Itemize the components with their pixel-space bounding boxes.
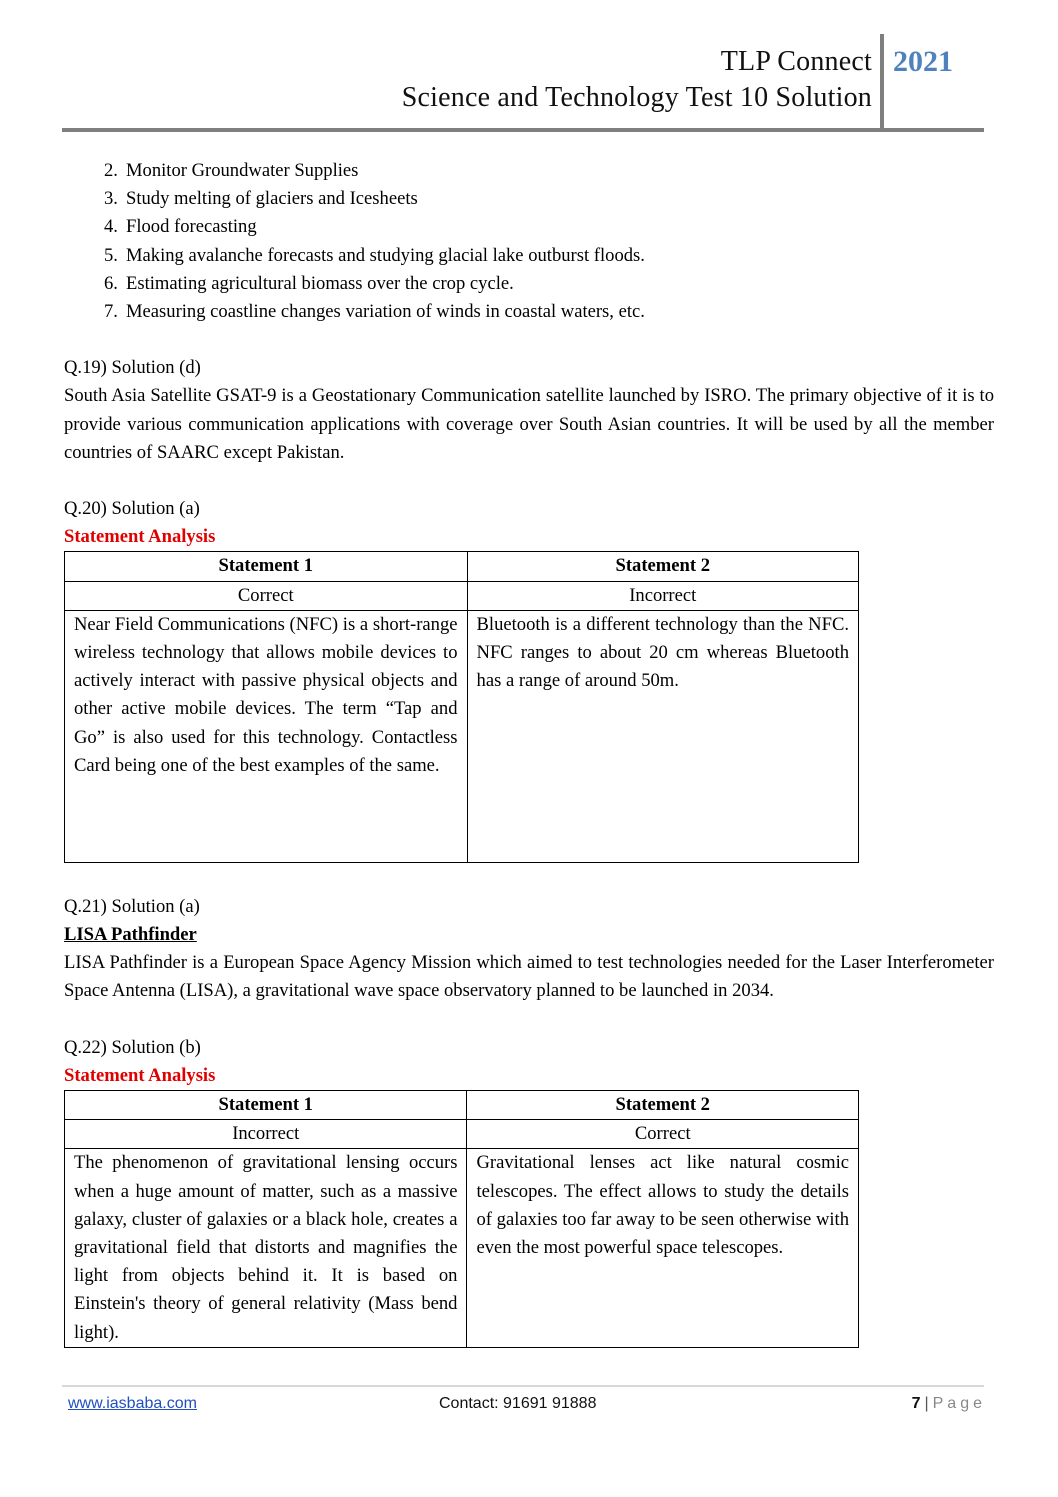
verdict-statement-1: Incorrect xyxy=(65,1120,467,1149)
list-item xyxy=(104,242,994,270)
table-header-statement-1: Statement 1 xyxy=(65,1091,467,1120)
list-number: 2. xyxy=(104,160,118,181)
table-verdict-row xyxy=(65,1120,859,1149)
verdict-statement-2: Correct xyxy=(467,1120,859,1149)
explanation-statement-2: Gravitational lenses act like natural cosmic telescopes. The effect allows to study the details of galaxies too far away to be seen otherwise with even the most powerful space telescopes. xyxy=(467,1149,859,1347)
table-header-row xyxy=(65,1091,859,1120)
table-header-statement-2: Statement 2 xyxy=(467,552,858,581)
page-label: Page xyxy=(932,1395,986,1412)
list-item xyxy=(104,157,994,185)
page-content xyxy=(64,157,994,1348)
list-text: Monitor Groundwater Supplies xyxy=(126,160,359,181)
table-explanation-row xyxy=(65,1149,859,1347)
q20-section xyxy=(64,495,994,863)
footer-divider xyxy=(62,1385,984,1387)
list-item xyxy=(104,298,994,326)
page-header xyxy=(62,34,984,132)
list-text: Measuring coastline changes variation of winds in coastal waters, etc. xyxy=(126,301,645,323)
q21-title: Q.21) Solution (a) xyxy=(64,895,200,917)
page-separator: | xyxy=(924,1395,929,1412)
q20-statement-table xyxy=(64,551,859,862)
verdict-statement-1: Correct xyxy=(65,581,468,610)
q22-section xyxy=(64,1034,994,1348)
q19-section xyxy=(64,354,994,467)
table-header-row xyxy=(65,552,859,581)
explanation-statement-1: The phenomenon of gravitational lensing occurs when a huge amount of matter, such as a massive galaxy, cluster of galaxies or a black hole, creates a gravitational field that distorts and magnifies the light from objects behind it. It is based on Einstein's theory of general relativity (Mass bend light). xyxy=(65,1149,467,1347)
q19-body: South Asia Satellite GSAT-9 is a Geostationary Communication satellite launched by ISRO. The primary objective of it is to provide various communication applications with coverage over South Asian countries. It will be used by all the member countries of SAARC except Pakistan. xyxy=(64,385,994,463)
q21-body: LISA Pathfinder is a European Space Agency Mission which aimed to test technologies needed for the Laser Interferometer Space Antenna (LISA), a gravitational wave space observatory planned to be launched in 2034. xyxy=(64,952,994,1002)
contact-number: Contact: 91691 91888 xyxy=(439,1395,597,1412)
q20-title: Q.20) Solution (a) xyxy=(64,498,200,520)
page-number: 7 xyxy=(911,1395,921,1412)
list-text: Flood forecasting xyxy=(126,216,257,238)
q20-statement-analysis-heading: Statement Analysis xyxy=(64,526,216,548)
header-year: 2021 xyxy=(893,45,953,78)
q22-title: Q.22) Solution (b) xyxy=(64,1036,201,1058)
header-title-series: TLP Connect xyxy=(720,46,872,77)
explanation-statement-2: Bluetooth is a different technology than the NFC. NFC ranges to about 20 cm whereas Bluetooth has a range of around 50m. xyxy=(467,610,858,862)
q19-title: Q.19) Solution (d) xyxy=(64,357,201,379)
table-explanation-row xyxy=(65,610,859,862)
page-indicator xyxy=(912,1395,986,1413)
table-header-statement-1: Statement 1 xyxy=(65,552,468,581)
header-divider-vertical xyxy=(880,34,884,132)
table-verdict-row xyxy=(65,581,859,610)
verdict-statement-2: Incorrect xyxy=(467,581,858,610)
header-title-test: Science and Technology Test 10 Solution xyxy=(401,82,872,113)
website-link[interactable]: www.iasbaba.com xyxy=(68,1395,197,1412)
list-item xyxy=(104,270,994,298)
list-item xyxy=(104,185,994,213)
list-number: 6. xyxy=(104,272,118,294)
list-number: 4. xyxy=(104,216,118,238)
list-text: Making avalanche forecasts and studying glacial lake outburst floods. xyxy=(126,244,645,266)
numbered-list xyxy=(64,157,994,326)
q22-statement-table xyxy=(64,1090,859,1348)
list-number: 5. xyxy=(104,244,118,266)
list-text: Estimating agricultural biomass over the crop cycle. xyxy=(126,272,514,294)
page-footer xyxy=(62,1385,994,1425)
q22-statement-analysis-heading: Statement Analysis xyxy=(64,1064,216,1086)
q21-section xyxy=(64,893,994,1006)
explanation-statement-1: Near Field Communications (NFC) is a short-range wireless technology that allows mobile devices to actively interact with passive physical objects and other active mobile devices. The term “Tap and Go” is also used for this technology. Contactless Card being one of the best examples of the same. xyxy=(65,610,468,862)
list-number: 7. xyxy=(104,301,118,323)
list-number: 3. xyxy=(104,188,118,210)
list-item xyxy=(104,213,994,241)
header-titles xyxy=(402,44,872,116)
header-divider-horizontal xyxy=(62,128,984,132)
q21-lisa-heading: LISA Pathfinder xyxy=(64,924,197,946)
list-text: Study melting of glaciers and Icesheets xyxy=(126,188,418,210)
table-header-statement-2: Statement 2 xyxy=(467,1091,859,1120)
